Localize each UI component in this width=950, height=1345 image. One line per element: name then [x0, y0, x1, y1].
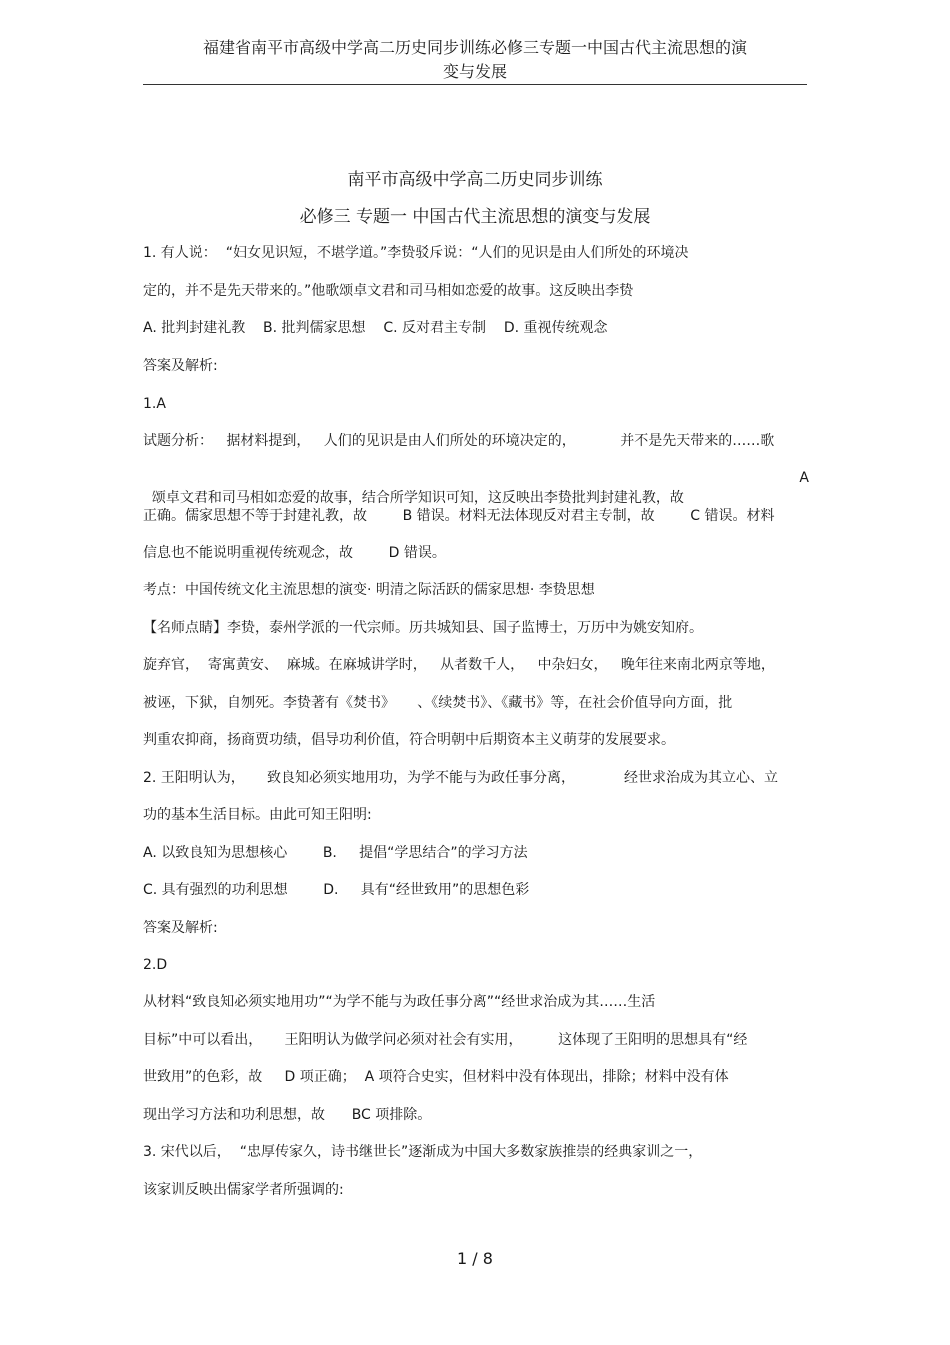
page-number: 1 / 8	[457, 1249, 493, 1268]
question-3-line-1: 3. 宋代以后， “忠厚传家久，诗书继世长”逐渐成为中国大多数家族推崇的经典家训之一，	[143, 1144, 703, 1160]
teacher-note-line-3: 被诬，下狱，自刎死。李贽著有《焚书》 、《续焚书》、《藏书》等，在社会价值导向方面，批	[143, 695, 733, 711]
question-3-line-2: 该家训反映出儒家学者所强调的:	[143, 1182, 344, 1198]
answer-2: 2.D	[143, 957, 168, 973]
answer-1: 1.A	[143, 396, 166, 412]
question-2-options-ab: A. 以致良知为思想核心 B. 提倡“学思结合”的学习方法	[143, 845, 528, 861]
question-1-options: A. 批判封建礼教 B. 批判儒家思想 C. 反对君主专制 D. 重视传统观念	[143, 320, 608, 336]
analysis-2-line-4: 现出学习方法和功利思想，故 BC 项排除。	[143, 1107, 432, 1123]
question-2-line-1: 2. 王阳明认为， 致良知必须实地用功，为学不能与为政任事分离， 经世求治成为其立心、立	[143, 770, 779, 786]
question-2-options-cd: C. 具有强烈的功利思想 D. 具有“经世致用”的思想色彩	[143, 882, 530, 898]
teacher-note-line-2: 旋弃官， 寄寓黄安、 麻城。在麻城讲学时， 从者数千人， 中杂妇女， 晚年往来南北两京等地，	[143, 657, 775, 673]
document-subtitle: 必修三 专题一 中国古代主流思想的演变与发展	[299, 207, 651, 227]
document-title: 南平市高级中学高二历史同步训练	[347, 170, 603, 190]
running-header	[143, 36, 807, 84]
answer-heading-2: 答案及解析:	[143, 920, 218, 936]
question-2-line-2: 功的基本生活目标。由此可知王阳明:	[143, 807, 372, 823]
analysis-1-line-3: 正确。儒家思想不等于封建礼教，故 B 错误。材料无法体现反对君主专制，故 C 错误。材料	[143, 508, 775, 524]
analysis-1-line-2-option: A	[799, 470, 809, 486]
teacher-note-line-4: 判重农抑商，扬商贾功绩，倡导功利价值，符合明朝中后期资本主义萌芽的发展要求。	[143, 732, 675, 748]
analysis-1-line-2-text: 颂卓文君和司马相如恋爱的故事，结合所学知识可知，这反映出李贽批判封建礼教，故	[151, 490, 684, 506]
running-header-line-2: 变与发展	[442, 62, 507, 81]
question-1-line-2: 定的，并不是先天带来的。”他歌颂卓文君和司马相如恋爱的故事。这反映出李贽	[143, 283, 634, 299]
teacher-note-line-1: 【名师点睛】李贽，泰州学派的一代宗师。历共城知县、国子监博士，万历中为姚安知府。	[143, 620, 703, 636]
analysis-1-line-1: 试题分析： 据材料提到， 人们的见识是由人们所处的环境决定的， 并不是先天带来的……歌	[143, 433, 775, 449]
analysis-2-line-3: 世致用”的色彩，故 D 项正确； A 项符合史实，但材料中没有体现出，排除；材料中没有体	[143, 1069, 729, 1085]
question-1-line-1: 1. 有人说： “妇女见识短，不堪学道。”李贽驳斥说：“人们的见识是由人们所处的环境决	[143, 245, 689, 261]
running-header-line-1: 福建省南平市高级中学高二历史同步训练必修三专题一中国古代主流思想的演	[202, 38, 747, 57]
knowledge-point-1: 考点：中国传统文化主流思想的演变· 明清之际活跃的儒家思想· 李贽思想	[143, 582, 595, 598]
analysis-2-line-1: 从材料“致良知必须实地用功”“为学不能与为政任事分离”“经世求治成为其……生活	[143, 994, 656, 1010]
header-divider	[143, 84, 807, 85]
analysis-2-line-2: 目标”中可以看出， 王阳明认为做学问必须对社会有实用， 这体现了王阳明的思想具有“经	[143, 1032, 748, 1048]
analysis-1-line-4: 信息也不能说明重视传统观念，故 D 错误。	[143, 545, 446, 561]
answer-heading-1: 答案及解析:	[143, 358, 218, 374]
